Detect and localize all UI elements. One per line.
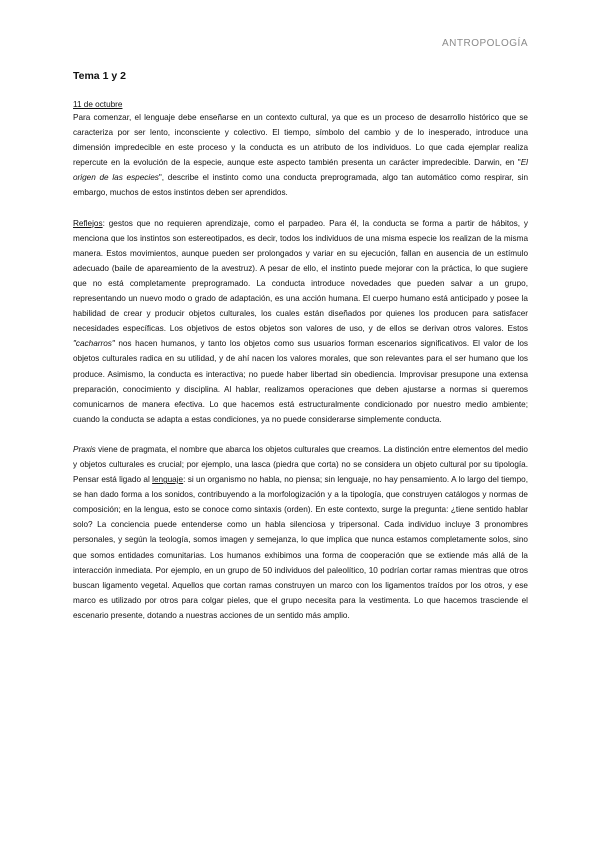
section-title: Tema 1 y 2 bbox=[73, 70, 126, 82]
paragraph-reflejos-text-2: nos hacen humanos, y tanto los objetos como sus usuarios forman escenarios significativos. El valor de los objetos culturales radica en su utilidad, y de ahí nacen los valores morales, que son relevantes para el ser humano que los produce. Asimismo, la conducta es interactiva; no puede haber libertad sin obediencia. Improvisar presupone una extensa preparación, conocimiento y disciplina. Al hablar, realizamos operaciones que deben ajustarse a normas si queremos comunicarnos de manera efectiva. Lo que hacemos está estructuralmente condicionado por nuestro medio ambiente; cuando la conducta se adapta a estas condiciones, ya no puede considerarse simplemente conducta. bbox=[73, 339, 528, 424]
paragraph-reflejos bbox=[73, 216, 528, 427]
term-cacharros: "cacharros" bbox=[73, 339, 115, 349]
paragraph-reflejos-text-1: : gestos que no requieren aprendizaje, como el parpadeo. Para él, la conducta se forma a partir de hábitos, y menciona que los instintos son estereotipados, es decir, todos los individuos de una misma especie los realizan de la misma manera. Estos movimientos, aunque pueden ser prolongados y variar en su ejecución, fallan en ausencia de un estímulo adecuado (baile de apareamiento de la avestruz). A pesar de ello, el instinto puede mejorar con la práctica, lo que sugiere que no está completamente preprogramado. La conducta introduce novedades que pueden salvar a un grupo, representando un nuevo modo o grado de adaptación, es una acción humana. El cuerpo humano está anticipado y posee la habilidad de crear y producir objetos culturales, los cuales están diseñados por quienes los producen para satisfacer necesidades específicas. Los objetivos de estos objetos son valores de uso, y de ellos se derivan otros valores. Estos bbox=[73, 218, 528, 334]
paragraph-intro bbox=[73, 110, 528, 201]
section-date: 11 de octubre bbox=[73, 100, 123, 109]
paragraph-intro-text-1: Para comenzar, el lenguaje debe enseñarse en un contexto cultural, ya que es un proceso de desarrollo histórico que se caracteriza por ser lento, inconsciente y colectivo. El tiempo, símbolo del cambio y de lo inesperado, introduce una dimensión impredecible en este proceso y la conducta es un atributo de los individuos. Lo que cada ejemplar realiza repercute en la evolución de la especie, aunque este aspecto también presenta un carácter impredecible. Darwin, en " bbox=[73, 113, 528, 168]
term-reflejos: Reflejos bbox=[73, 218, 103, 228]
document-body bbox=[73, 70, 528, 623]
paragraph-intro-text-2: ", describe el instinto como una conducta preprogramada, algo tan automático como respirar, sin embargo, muchos de estos instintos deben ser aprendidos. bbox=[73, 173, 528, 198]
term-praxis: Praxis bbox=[73, 444, 96, 454]
paragraph-praxis-text-1: viene de pragmata, el nombre que abarca los objetos culturales que creamos. La distinción entre elementos del medio y objetos culturales es crucial; por ejemplo, una lasca (piedra que corta) no se considera un objeto cultural por su tipología. Pensar está ligado al bbox=[73, 444, 528, 485]
paragraph-praxis-text-2: : si un organismo no habla, no piensa; sin lenguaje, no hay pensamiento. A lo largo del tiempo, se han dado forma a los sonidos, contribuyendo a la morfologización y a la tipología, que construyen catálogos y normas de composición; en la lengua, esto se conoce como sintaxis (orden). En este contexto, surge la pregunta: ¿tiene sentido hablar solo? La conciencia puede entenderse como un habla silenciosa y tripersonal. Cada individuo incluye 3 pronombres personales, y según la teología, somos imagen y semejanza, lo que implica que nunca estamos completamente solos, sino que somos entidades comunitarias. Los humanos exhibimos una forma de cooperación que se extiende más allá de la interacción inmediata. Por ejemplo, en un grupo de 50 individuos del paleolítico, 10 podrían cortar ramas mientras que otros buscan ligamento vegetal. Aquellos que cortan ramas construyen un marco con los ligamentos traídos por los otros, y ese marco es utilizado por otros para colgar pieles, que el grupo necesita para la vestimenta. Lo que hacemos trasciende el escenario presente, dotando a nuestras acciones de un sentido más amplio. bbox=[73, 475, 528, 620]
book-title: El origen de las especies bbox=[73, 158, 528, 183]
document-header-subject: ANTROPOLOGÍA bbox=[441, 38, 528, 49]
paragraph-praxis bbox=[73, 442, 528, 623]
term-lenguaje: lenguaje bbox=[152, 475, 184, 485]
